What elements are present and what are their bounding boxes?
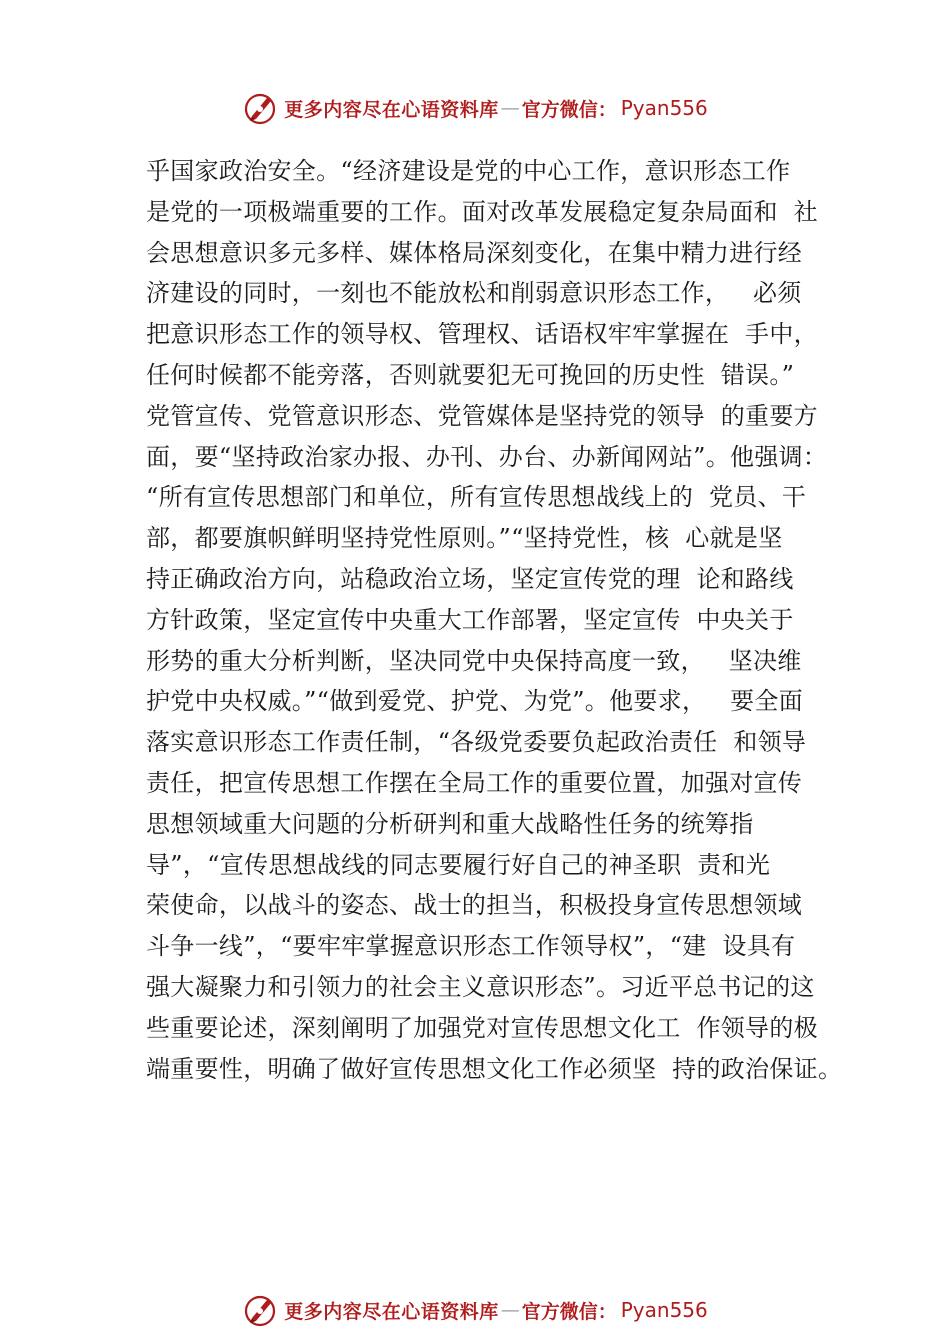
text-line: 济建设的同时，一刻也不能放松和削弱意识形态工作， 必须 (146, 279, 802, 308)
text-line: 端重要性，明确了做好宣传思想文化工作必须坚 持的政治保证。 (146, 1054, 843, 1083)
banner-slogan: 更多内容尽在心语资料库 (284, 98, 499, 121)
text-line: 思想领域重大问题的分析研判和重大战略性任务的统筹指 (146, 809, 754, 838)
text-line: 些重要论述，深刻阐明了加强党对宣传思想文化工 作领导的极 (146, 1013, 818, 1042)
text-line: 任何时候都不能旁落，否则就要犯无可挽回的历史性 错误。” (146, 360, 795, 389)
text-line: 党管宣传、党管意识形态、党管媒体是坚持党的领导 的重要方 (146, 401, 818, 430)
banner-slogan: 更多内容尽在心语资料库 (284, 1300, 499, 1323)
text-line: 强大凝聚力和引领力的社会主义意识形态”。习近平总书记的这 (146, 972, 815, 1001)
text-line: “所有宣传思想部门和单位，所有宣传思想战线上的 党员、干 (146, 483, 807, 512)
text-line: 导”，“宣传思想战线的同志要履行好自己的神圣职 责和光 (146, 850, 771, 879)
text-line: 形势的重大分析判断，坚决同党中央保持高度一致， 坚决维 (146, 646, 802, 675)
pen-circle-logo-icon (242, 90, 278, 126)
banner-separator: — (500, 1299, 520, 1321)
text-line: 是党的一项极端重要的工作。面对改革发展稳定复杂局面和 社 (146, 197, 818, 226)
text-line: 落实意识形态工作责任制，“各级党委要负起政治责任 和领导 (146, 728, 807, 757)
text-line: 方针政策，坚定宣传中央重大工作部署，坚定宣传 中央关于 (146, 605, 794, 634)
text-line: 持正确政治方向，站稳政治立场，坚定宣传党的理 论和路线 (146, 564, 794, 593)
text-line: 责任，把宣传思想工作摆在全局工作的重要位置，加强对宣传 (146, 768, 803, 797)
text-line: 面，要“坚持政治家办报、办刊、办台、办新闻网站”。他强调： (146, 442, 828, 471)
header-banner (0, 88, 950, 128)
footer-banner (0, 1290, 950, 1330)
text-line: 会思想意识多元多样、媒体格局深刻变化，在集中精力进行经 (146, 238, 803, 267)
banner-wechat-id: Pyan556 (620, 96, 708, 120)
body-paragraph (146, 151, 846, 1089)
banner-separator: — (500, 97, 520, 119)
text-line: 把意识形态工作的领导权、管理权、话语权牢牢掌握在 手中， (146, 320, 818, 349)
banner-wechat-label: 官方微信： (521, 98, 617, 121)
text-line: 荣使命，以战斗的姿态、战士的担当，积极投身宣传思想领域 (146, 891, 803, 920)
text-line: 部，都要旗帜鲜明坚持党性原则。”“坚持党性，核 心就是坚 (146, 524, 783, 553)
text-line: 护党中央权威。”“做到爱党、护党、为党”。他要求， 要全面 (146, 687, 803, 716)
text-line: 斗争一线”，“要牢牢掌握意识形态工作领导权”，“建 设具有 (146, 932, 796, 961)
banner-wechat-id: Pyan556 (620, 1298, 708, 1322)
banner-wechat-label: 官方微信： (521, 1300, 617, 1323)
text-line: 乎国家政治安全。“经济建设是党的中心工作，意识形态工作 (146, 157, 791, 185)
pen-circle-logo-icon (242, 1292, 278, 1328)
